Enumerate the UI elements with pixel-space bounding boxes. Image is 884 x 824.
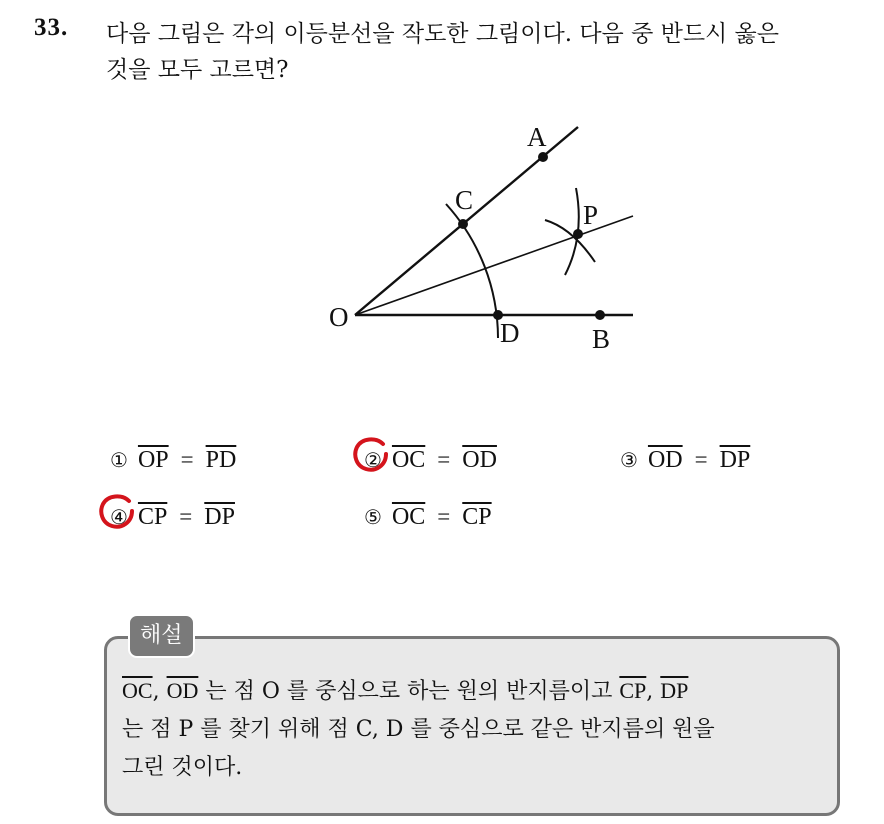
red-circle-mark-icon (98, 492, 136, 530)
choice-3-number: ③ (620, 448, 638, 472)
choice-4-number: ④ (110, 505, 128, 529)
choice-5-number: ⑤ (364, 505, 382, 529)
red-circle-mark-icon (352, 435, 390, 473)
question-line-2: 것을 모두 고르면? (106, 57, 289, 83)
solution-line-3: 그린 것이다. (122, 755, 243, 780)
point-P (573, 229, 583, 239)
point-B (595, 310, 605, 320)
choice-4[interactable] (110, 504, 235, 531)
choice-1-right-segment: $\overline{PD}$ (205, 447, 237, 473)
choice-2-left-segment: $\overline{OC}$ (391, 447, 426, 473)
point-A (538, 152, 548, 162)
choice-4-equals: = (179, 504, 193, 529)
solution-segment-CP: $\overline{CP}$ (619, 678, 647, 703)
choice-5-equals: = (437, 504, 451, 529)
choice-1[interactable] (110, 447, 236, 474)
choice-3-right-segment: $\overline{DP}$ (719, 447, 751, 473)
question-text (106, 16, 866, 88)
question-line-1: 다음 그림은 각의 이등분선을 작도한 그림이다. 다음 중 반드시 옳은 (106, 21, 779, 47)
label-A: A (527, 122, 547, 152)
solution-tag: 해설 (128, 614, 195, 658)
choice-4-left-segment: $\overline{CP}$ (137, 504, 168, 530)
solution-line-1-text: 는 점 O 를 중심으로 하는 원의 반지름이고 (198, 679, 620, 704)
choice-3-left-segment: $\overline{OD}$ (647, 447, 683, 473)
label-O: O (329, 302, 349, 332)
choice-2[interactable] (364, 447, 497, 474)
label-C: C (455, 185, 474, 215)
label-B: B (592, 324, 611, 354)
choice-1-equals: = (180, 447, 194, 472)
choice-1-left-segment: $\overline{OP}$ (137, 447, 169, 473)
solution-text (122, 672, 832, 787)
choice-5-left-segment: $\overline{OC}$ (391, 504, 426, 530)
solution-line-2: 는 점 P 를 찾기 위해 점 C, D 를 중심으로 같은 반지름의 원을 (122, 717, 715, 742)
angle-bisector-figure (300, 110, 660, 360)
choice-5[interactable] (364, 504, 492, 531)
solution-line-1: $\overline{OC}$, $\overline{OD}$ 는 점 O 를 중심으로 하는 원의 반지름이고 $\overline{CP}$, $\overline{DP}$ (122, 678, 689, 704)
label-D: D (500, 318, 520, 348)
choice-5-right-segment: $\overline{CP}$ (462, 504, 492, 530)
choice-1-number: ① (110, 448, 128, 472)
solution-segment-OC: $\overline{OC}$ (122, 678, 153, 703)
arc-center-O (446, 204, 498, 338)
choice-2-number: ② (364, 448, 382, 472)
choice-3[interactable] (620, 447, 750, 474)
solution-segment-OD: $\overline{OD}$ (166, 678, 199, 703)
solution-segment-DP: $\overline{DP}$ (660, 678, 689, 703)
choice-2-equals: = (437, 447, 451, 472)
choice-3-equals: = (694, 447, 708, 472)
point-C (458, 219, 468, 229)
label-P: P (583, 200, 599, 230)
choice-2-right-segment: $\overline{OD}$ (462, 447, 497, 473)
choice-4-right-segment: $\overline{DP}$ (204, 504, 235, 530)
question-number: 33. (34, 14, 69, 41)
